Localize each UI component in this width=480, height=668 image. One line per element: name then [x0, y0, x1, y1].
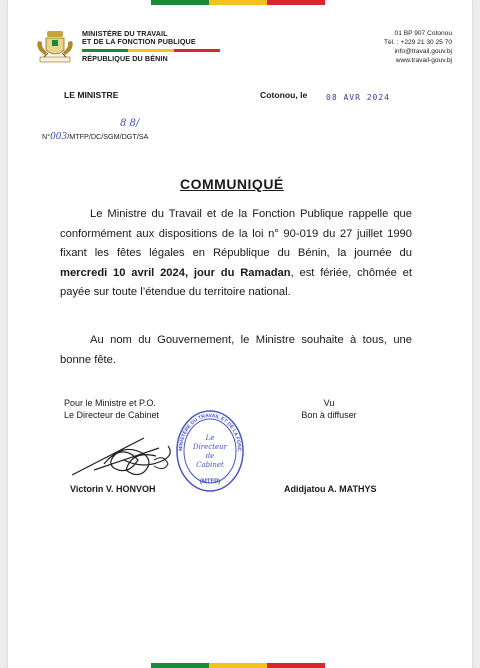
official-stamp: [174, 408, 246, 494]
signature-right-title: Vu Bon à diffuser: [301, 398, 357, 420]
document-title: COMMUNIQUÉ: [180, 176, 284, 192]
ministry-name: MINISTÈRE DU TRAVAIL ET DE LA FONCTION PUBLIQUE: [82, 29, 196, 47]
ministry-flag-rule: [82, 49, 220, 52]
coat-of-arms-icon: [34, 29, 76, 67]
stamp-line-1: Le: [205, 434, 215, 442]
signature-left-name: Victorin V. HONVOH: [70, 484, 156, 494]
contact-website: www.travail-gouv.bj: [395, 57, 452, 64]
stamp-ring-text: MINISTÈRE DU TRAVAIL ET DE LA FONC: [177, 412, 243, 452]
signature-left-title: Pour le Ministre et P.O. Le Directeur de Cabinet: [64, 398, 160, 420]
contact-phone: Tél. : +229 21 30 25 70: [383, 39, 452, 46]
date-stamp: 08 AVR 2024: [326, 93, 390, 102]
minister-label: LE MINISTRE: [64, 90, 119, 100]
reference-number: N°003/MTFP/DC/SGM/DGT/SA: [42, 132, 149, 142]
flag-band-top: [151, 0, 325, 5]
stamp-bottom: (MTFP): [199, 479, 221, 485]
flag-band-bottom: [151, 663, 325, 668]
signature-right-name: Adidjatou A. MATHYS: [284, 484, 377, 494]
republic-name: RÉPUBLIQUE DU BÉNIN: [82, 54, 168, 63]
stamp-line-4: Cabinet: [196, 461, 224, 469]
contact-email: info@travail.gouv.bj: [394, 48, 452, 55]
reference-handwritten: 8 8/: [120, 118, 140, 129]
contact-info: [342, 29, 452, 65]
communique-paragraph-1: Le Ministre du Travail et de la Fonction Publique rappelle que conformément aux dispositions de la loi n° 90-019 du 27 juillet 1990 fixant les fêtes légales en République du Bénin, la journée du mercredi 10 avril 2024, jour du Ramadan, est fériée, chômée et payée sur toute l’étendue du territoire national.: [60, 208, 412, 298]
stamp-line-2: Directeur: [192, 443, 228, 451]
place-label: Cotonou, le: [260, 90, 308, 100]
holiday-date-bold: mercredi 10 avril 2024, jour du Ramadan: [60, 266, 291, 279]
communique-paragraph-2: Au nom du Gouvernement, le Ministre souhaite à tous, une bonne fête.: [60, 334, 412, 366]
document-page: [8, 0, 472, 668]
contact-address: 01 BP 907 Cotonou: [394, 30, 452, 37]
stamp-line-3: de: [205, 452, 215, 460]
